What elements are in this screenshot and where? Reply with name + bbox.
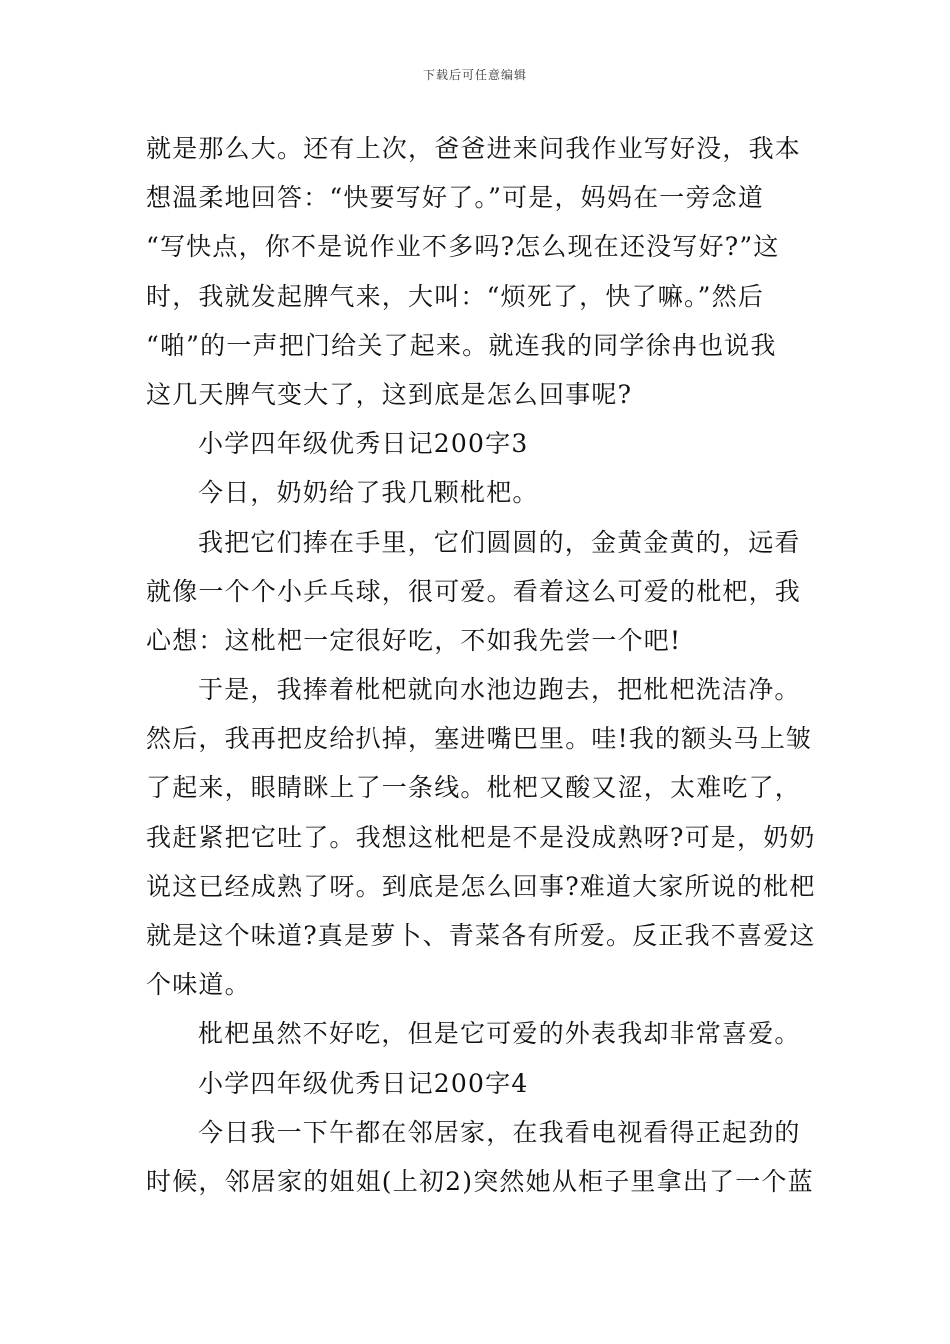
text-line: 这几天脾气变大了，这到底是怎么回事呢? <box>146 379 633 409</box>
text-line: 想温柔地回答：“快要写好了。”可是，妈妈在一旁念道 <box>146 183 765 213</box>
text-line: 说这已经成熟了呀。到底是怎么回事?难道大家所说的枇杷 <box>146 871 816 901</box>
section-heading: 小学四年级优秀日记200字3 <box>198 429 529 459</box>
text-line: 然后，我再把皮给扒掉，塞进嘴巴里。哇!我的额头马上皱 <box>146 724 813 754</box>
section-heading: 小学四年级优秀日记200字4 <box>198 1068 529 1098</box>
document-body <box>146 124 816 1206</box>
text-line: 我把它们捧在手里，它们圆圆的，金黄金黄的，远看 <box>198 527 801 557</box>
text-line: 个味道。 <box>146 970 251 1000</box>
text-line: 就是那么大。还有上次，爸爸进来问我作业写好没，我本 <box>146 134 802 163</box>
page-header: 下载后可任意编辑 <box>422 68 527 82</box>
text-line: 就是这个味道?真是萝卜、青菜各有所爱。反正我不喜爱这 <box>146 921 816 950</box>
text-line: “啪”的一声把门给关了起来。就连我的同学徐冉也说我 <box>146 330 777 360</box>
text-line: 就像一个个小乒乓球，很可爱。看着这么可爱的枇杷，我 <box>146 576 802 606</box>
text-line: 了起来，眼睛眯上了一条线。枇杷又酸又涩，太难吃了， <box>146 773 802 803</box>
text-line: 我赶紧把它吐了。我想这枇杷是不是没成熟呀?可是，奶奶 <box>146 822 816 852</box>
text-line: 今日我一下午都在邻居家，在我看电视看得正起劲的 <box>198 1117 801 1147</box>
text-line: 时候，邻居家的姐姐(上初2)突然她从柜子里拿出了一个蓝 <box>146 1166 814 1196</box>
text-line: 时，我就发起脾气来，大叫：“烦死了，快了嘛。”然后 <box>146 281 765 311</box>
text-line: 于是，我捧着枇杷就向水池边跑去，把枇杷洗洁净。 <box>198 675 801 705</box>
text-line: 今日，奶奶给了我几颗枇杷。 <box>198 478 539 508</box>
text-line: “写快点，你不是说作业不多吗?怎么现在还没写好?”这 <box>146 232 780 262</box>
text-line: 枇杷虽然不好吃，但是它可爱的外表我却非常喜爱。 <box>198 1019 801 1049</box>
text-line: 心想：这枇杷一定很好吃，不如我先尝一个吧! <box>146 625 682 655</box>
